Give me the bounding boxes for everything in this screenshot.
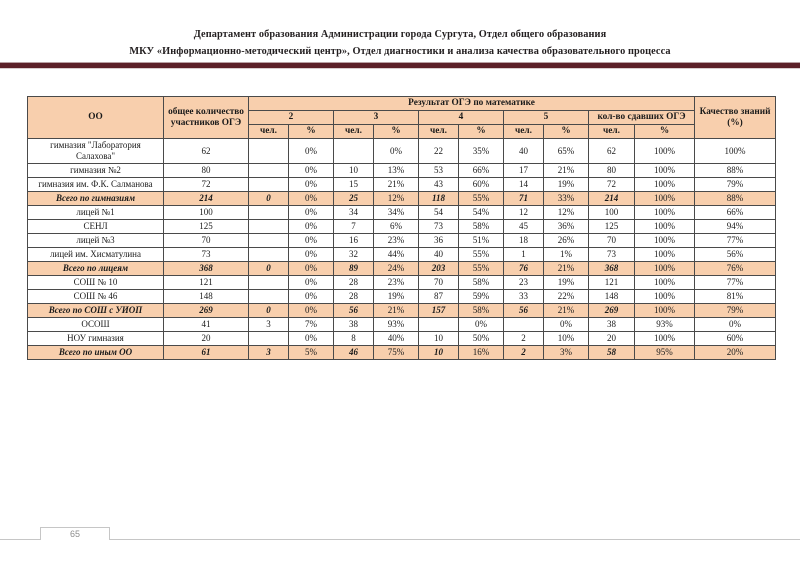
- cell-grade-4-people: 40: [419, 248, 459, 262]
- cell-grade-4-people: 22: [419, 139, 459, 164]
- header-grade-2-people: чел.: [249, 125, 289, 139]
- cell-passed-people: 70: [589, 234, 635, 248]
- cell-grade-5-percent: 21%: [544, 262, 589, 276]
- cell-passed-percent: 100%: [635, 220, 695, 234]
- cell-grade-4-people: 53: [419, 164, 459, 178]
- header-grade-5: 5: [504, 111, 589, 125]
- header-quality: Качество знаний (%): [695, 97, 776, 139]
- cell-organization-name: Всего по лицеям: [28, 262, 164, 276]
- cell-grade-3-people: 38: [334, 318, 374, 332]
- cell-total-participants: 70: [164, 234, 249, 248]
- cell-grade-5-people: 56: [504, 304, 544, 318]
- cell-grade-4-percent: 50%: [459, 332, 504, 346]
- cell-grade-3-people: 56: [334, 304, 374, 318]
- cell-grade-3-people: 7: [334, 220, 374, 234]
- cell-grade-5-people: 45: [504, 220, 544, 234]
- cell-passed-people: 214: [589, 192, 635, 206]
- cell-grade-5-people: 23: [504, 276, 544, 290]
- cell-total-participants: 368: [164, 262, 249, 276]
- cell-grade-2-percent: 0%: [289, 234, 334, 248]
- cell-quality: 20%: [695, 346, 776, 360]
- cell-total-participants: 73: [164, 248, 249, 262]
- cell-passed-people: 20: [589, 332, 635, 346]
- cell-organization-name: Всего по гимназиям: [28, 192, 164, 206]
- cell-quality: 88%: [695, 192, 776, 206]
- cell-passed-percent: 100%: [635, 262, 695, 276]
- cell-grade-4-people: [419, 318, 459, 332]
- cell-total-participants: 269: [164, 304, 249, 318]
- cell-total-participants: 61: [164, 346, 249, 360]
- cell-grade-5-percent: 33%: [544, 192, 589, 206]
- cell-grade-3-people: 8: [334, 332, 374, 346]
- cell-organization-name: НОУ гимназия: [28, 332, 164, 346]
- cell-grade-2-percent: 0%: [289, 164, 334, 178]
- cell-grade-3-people: 46: [334, 346, 374, 360]
- cell-grade-2-percent: 0%: [289, 262, 334, 276]
- header-grade-4-percent: %: [459, 125, 504, 139]
- footer-rule-left: [0, 539, 40, 540]
- cell-grade-4-people: 73: [419, 220, 459, 234]
- cell-grade-2-percent: 0%: [289, 178, 334, 192]
- cell-quality: 76%: [695, 262, 776, 276]
- cell-passed-people: 72: [589, 178, 635, 192]
- cell-passed-percent: 93%: [635, 318, 695, 332]
- cell-grade-5-percent: 21%: [544, 304, 589, 318]
- header-row-1: [28, 97, 776, 111]
- cell-grade-4-percent: 35%: [459, 139, 504, 164]
- cell-grade-5-percent: 19%: [544, 178, 589, 192]
- header-passed-people: чел.: [589, 125, 635, 139]
- cell-passed-percent: 100%: [635, 178, 695, 192]
- cell-grade-3-percent: 75%: [374, 346, 419, 360]
- cell-grade-2-people: [249, 139, 289, 164]
- cell-grade-3-people: 28: [334, 290, 374, 304]
- cell-grade-3-percent: 21%: [374, 304, 419, 318]
- cell-grade-2-percent: 0%: [289, 304, 334, 318]
- cell-grade-5-percent: 10%: [544, 332, 589, 346]
- cell-grade-3-percent: 93%: [374, 318, 419, 332]
- cell-grade-4-people: 87: [419, 290, 459, 304]
- cell-grade-3-people: 15: [334, 178, 374, 192]
- cell-grade-5-percent: 1%: [544, 248, 589, 262]
- cell-grade-5-percent: 21%: [544, 164, 589, 178]
- table-row: [28, 248, 776, 262]
- cell-grade-2-people: 3: [249, 318, 289, 332]
- cell-grade-2-people: [249, 248, 289, 262]
- cell-grade-5-people: [504, 318, 544, 332]
- cell-organization-name: ОСОШ: [28, 318, 164, 332]
- cell-organization-name: СЕНЛ: [28, 220, 164, 234]
- cell-quality: 94%: [695, 220, 776, 234]
- cell-grade-4-percent: 54%: [459, 206, 504, 220]
- cell-passed-people: 62: [589, 139, 635, 164]
- header-passed: кол-во сдавших ОГЭ: [589, 111, 695, 125]
- cell-quality: 77%: [695, 234, 776, 248]
- table-row: [28, 206, 776, 220]
- cell-quality: 79%: [695, 304, 776, 318]
- table-row: [28, 262, 776, 276]
- cell-grade-2-percent: 7%: [289, 318, 334, 332]
- cell-quality: 60%: [695, 332, 776, 346]
- header-grade-4-people: чел.: [419, 125, 459, 139]
- cell-grade-3-percent: 40%: [374, 332, 419, 346]
- cell-grade-2-people: 0: [249, 304, 289, 318]
- cell-passed-people: 269: [589, 304, 635, 318]
- cell-grade-4-people: 54: [419, 206, 459, 220]
- table-head: [28, 97, 776, 139]
- cell-organization-name: Всего по иным ОО: [28, 346, 164, 360]
- cell-grade-5-percent: 0%: [544, 318, 589, 332]
- header-result-group: Результат ОГЭ по математике: [249, 97, 695, 111]
- cell-total-participants: 62: [164, 139, 249, 164]
- cell-grade-2-percent: 0%: [289, 290, 334, 304]
- header-total-participants: общее количество участников ОГЭ: [164, 97, 249, 139]
- cell-grade-5-percent: 12%: [544, 206, 589, 220]
- header-grade-3: 3: [334, 111, 419, 125]
- cell-grade-4-percent: 58%: [459, 276, 504, 290]
- cell-passed-percent: 100%: [635, 248, 695, 262]
- cell-grade-2-people: [249, 220, 289, 234]
- table-row: [28, 178, 776, 192]
- cell-passed-percent: 100%: [635, 234, 695, 248]
- cell-grade-5-people: 71: [504, 192, 544, 206]
- table-row: [28, 164, 776, 178]
- cell-quality: 66%: [695, 206, 776, 220]
- cell-total-participants: 80: [164, 164, 249, 178]
- cell-grade-3-people: 32: [334, 248, 374, 262]
- cell-grade-3-people: [334, 139, 374, 164]
- cell-total-participants: 41: [164, 318, 249, 332]
- header-line-1: Департамент образования Администрации города Сургута, Отдел общего образования: [193, 29, 607, 40]
- cell-grade-3-people: 10: [334, 164, 374, 178]
- cell-grade-5-people: 40: [504, 139, 544, 164]
- cell-quality: 100%: [695, 139, 776, 164]
- cell-grade-4-percent: 58%: [459, 220, 504, 234]
- header-oo: ОО: [28, 97, 164, 139]
- cell-grade-4-people: 36: [419, 234, 459, 248]
- cell-grade-4-percent: 51%: [459, 234, 504, 248]
- cell-total-participants: 100: [164, 206, 249, 220]
- cell-grade-4-percent: 58%: [459, 304, 504, 318]
- header-grade-3-people: чел.: [334, 125, 374, 139]
- cell-grade-3-percent: 23%: [374, 234, 419, 248]
- cell-grade-4-people: 70: [419, 276, 459, 290]
- cell-passed-percent: 100%: [635, 304, 695, 318]
- cell-grade-3-people: 34: [334, 206, 374, 220]
- cell-grade-5-people: 14: [504, 178, 544, 192]
- table-row: [28, 304, 776, 318]
- header-passed-percent: %: [635, 125, 695, 139]
- table-row: [28, 220, 776, 234]
- cell-grade-3-percent: 0%: [374, 139, 419, 164]
- table-row: [28, 192, 776, 206]
- footer-rule-right: [110, 539, 800, 540]
- cell-quality: 0%: [695, 318, 776, 332]
- cell-grade-4-percent: 60%: [459, 178, 504, 192]
- header-grade-2-percent: %: [289, 125, 334, 139]
- cell-grade-4-people: 10: [419, 332, 459, 346]
- cell-grade-4-percent: 55%: [459, 248, 504, 262]
- cell-grade-3-percent: 34%: [374, 206, 419, 220]
- cell-passed-percent: 100%: [635, 290, 695, 304]
- cell-grade-3-percent: 24%: [374, 262, 419, 276]
- table-row: [28, 139, 776, 164]
- cell-grade-3-percent: 13%: [374, 164, 419, 178]
- cell-total-participants: 20: [164, 332, 249, 346]
- cell-grade-4-percent: 16%: [459, 346, 504, 360]
- cell-passed-people: 80: [589, 164, 635, 178]
- cell-grade-2-people: [249, 234, 289, 248]
- cell-passed-percent: 100%: [635, 192, 695, 206]
- cell-grade-5-people: 12: [504, 206, 544, 220]
- cell-grade-5-percent: 19%: [544, 276, 589, 290]
- cell-grade-3-percent: 44%: [374, 248, 419, 262]
- header-divider-bar: [0, 62, 800, 69]
- cell-grade-3-percent: 23%: [374, 276, 419, 290]
- header-line-2: МКУ «Информационно-методический центр», Отдел диагностики и анализа качества образовательного процесса: [129, 46, 671, 57]
- cell-grade-2-people: [249, 178, 289, 192]
- cell-grade-4-percent: 55%: [459, 192, 504, 206]
- cell-quality: 88%: [695, 164, 776, 178]
- cell-grade-2-percent: 0%: [289, 276, 334, 290]
- cell-grade-2-people: [249, 164, 289, 178]
- cell-grade-4-percent: 66%: [459, 164, 504, 178]
- cell-grade-5-people: 76: [504, 262, 544, 276]
- cell-passed-people: 38: [589, 318, 635, 332]
- cell-grade-4-people: 118: [419, 192, 459, 206]
- oge-math-results-table: [27, 96, 776, 360]
- cell-grade-3-people: 89: [334, 262, 374, 276]
- cell-grade-4-people: 203: [419, 262, 459, 276]
- document-header: [0, 26, 800, 60]
- cell-passed-percent: 100%: [635, 139, 695, 164]
- cell-grade-2-people: [249, 276, 289, 290]
- cell-grade-2-percent: 0%: [289, 206, 334, 220]
- cell-organization-name: СОШ № 46: [28, 290, 164, 304]
- cell-grade-2-people: 3: [249, 346, 289, 360]
- cell-passed-people: 121: [589, 276, 635, 290]
- cell-passed-percent: 100%: [635, 276, 695, 290]
- table-row: [28, 318, 776, 332]
- header-grade-2: 2: [249, 111, 334, 125]
- cell-grade-5-people: 18: [504, 234, 544, 248]
- cell-grade-4-percent: 59%: [459, 290, 504, 304]
- cell-grade-4-people: 10: [419, 346, 459, 360]
- cell-total-participants: 121: [164, 276, 249, 290]
- cell-total-participants: 148: [164, 290, 249, 304]
- cell-grade-2-people: [249, 290, 289, 304]
- results-table-container: [27, 96, 775, 360]
- cell-grade-2-percent: 0%: [289, 139, 334, 164]
- cell-grade-3-percent: 19%: [374, 290, 419, 304]
- cell-grade-2-percent: 0%: [289, 220, 334, 234]
- cell-passed-people: 125: [589, 220, 635, 234]
- cell-quality: 56%: [695, 248, 776, 262]
- cell-grade-4-percent: 0%: [459, 318, 504, 332]
- table-row: [28, 276, 776, 290]
- table-row: [28, 346, 776, 360]
- cell-grade-2-percent: 0%: [289, 332, 334, 346]
- cell-grade-3-people: 25: [334, 192, 374, 206]
- cell-quality: 77%: [695, 276, 776, 290]
- cell-grade-3-percent: 6%: [374, 220, 419, 234]
- cell-grade-2-percent: 0%: [289, 192, 334, 206]
- header-grade-5-people: чел.: [504, 125, 544, 139]
- cell-organization-name: гимназия "Лаборатория Салахова": [28, 139, 164, 164]
- cell-grade-5-people: 17: [504, 164, 544, 178]
- cell-organization-name: гимназия им. Ф.К. Салманова: [28, 178, 164, 192]
- cell-grade-4-people: 43: [419, 178, 459, 192]
- cell-passed-people: 100: [589, 206, 635, 220]
- cell-organization-name: Всего по СОШ с УИОП: [28, 304, 164, 318]
- cell-grade-5-percent: 36%: [544, 220, 589, 234]
- cell-passed-percent: 100%: [635, 164, 695, 178]
- cell-passed-people: 368: [589, 262, 635, 276]
- cell-total-participants: 72: [164, 178, 249, 192]
- table-row: [28, 290, 776, 304]
- cell-grade-5-people: 33: [504, 290, 544, 304]
- cell-grade-5-people: 2: [504, 346, 544, 360]
- cell-organization-name: лицей №1: [28, 206, 164, 220]
- cell-organization-name: лицей им. Хисматулина: [28, 248, 164, 262]
- cell-total-participants: 125: [164, 220, 249, 234]
- cell-passed-people: 58: [589, 346, 635, 360]
- cell-grade-3-percent: 21%: [374, 178, 419, 192]
- cell-grade-5-percent: 3%: [544, 346, 589, 360]
- cell-organization-name: СОШ № 10: [28, 276, 164, 290]
- cell-grade-2-people: [249, 332, 289, 346]
- cell-grade-3-people: 28: [334, 276, 374, 290]
- cell-grade-5-percent: 65%: [544, 139, 589, 164]
- cell-grade-2-percent: 5%: [289, 346, 334, 360]
- cell-grade-3-percent: 12%: [374, 192, 419, 206]
- cell-grade-5-percent: 22%: [544, 290, 589, 304]
- cell-grade-5-people: 2: [504, 332, 544, 346]
- cell-passed-people: 73: [589, 248, 635, 262]
- cell-grade-4-percent: 55%: [459, 262, 504, 276]
- cell-grade-2-people: 0: [249, 192, 289, 206]
- cell-quality: 81%: [695, 290, 776, 304]
- header-grade-5-percent: %: [544, 125, 589, 139]
- header-grade-4: 4: [419, 111, 504, 125]
- cell-passed-percent: 100%: [635, 206, 695, 220]
- cell-quality: 79%: [695, 178, 776, 192]
- cell-grade-4-people: 157: [419, 304, 459, 318]
- cell-grade-3-people: 16: [334, 234, 374, 248]
- table-row: [28, 234, 776, 248]
- cell-passed-people: 148: [589, 290, 635, 304]
- cell-grade-5-percent: 26%: [544, 234, 589, 248]
- table-row: [28, 332, 776, 346]
- page-number: 65: [69, 529, 80, 539]
- header-grade-3-percent: %: [374, 125, 419, 139]
- cell-organization-name: лицей №3: [28, 234, 164, 248]
- cell-organization-name: гимназия №2: [28, 164, 164, 178]
- cell-grade-2-people: [249, 206, 289, 220]
- cell-grade-2-people: 0: [249, 262, 289, 276]
- table-body: [28, 139, 776, 360]
- cell-grade-5-people: 1: [504, 248, 544, 262]
- cell-passed-percent: 100%: [635, 332, 695, 346]
- cell-grade-2-percent: 0%: [289, 248, 334, 262]
- cell-passed-percent: 95%: [635, 346, 695, 360]
- cell-total-participants: 214: [164, 192, 249, 206]
